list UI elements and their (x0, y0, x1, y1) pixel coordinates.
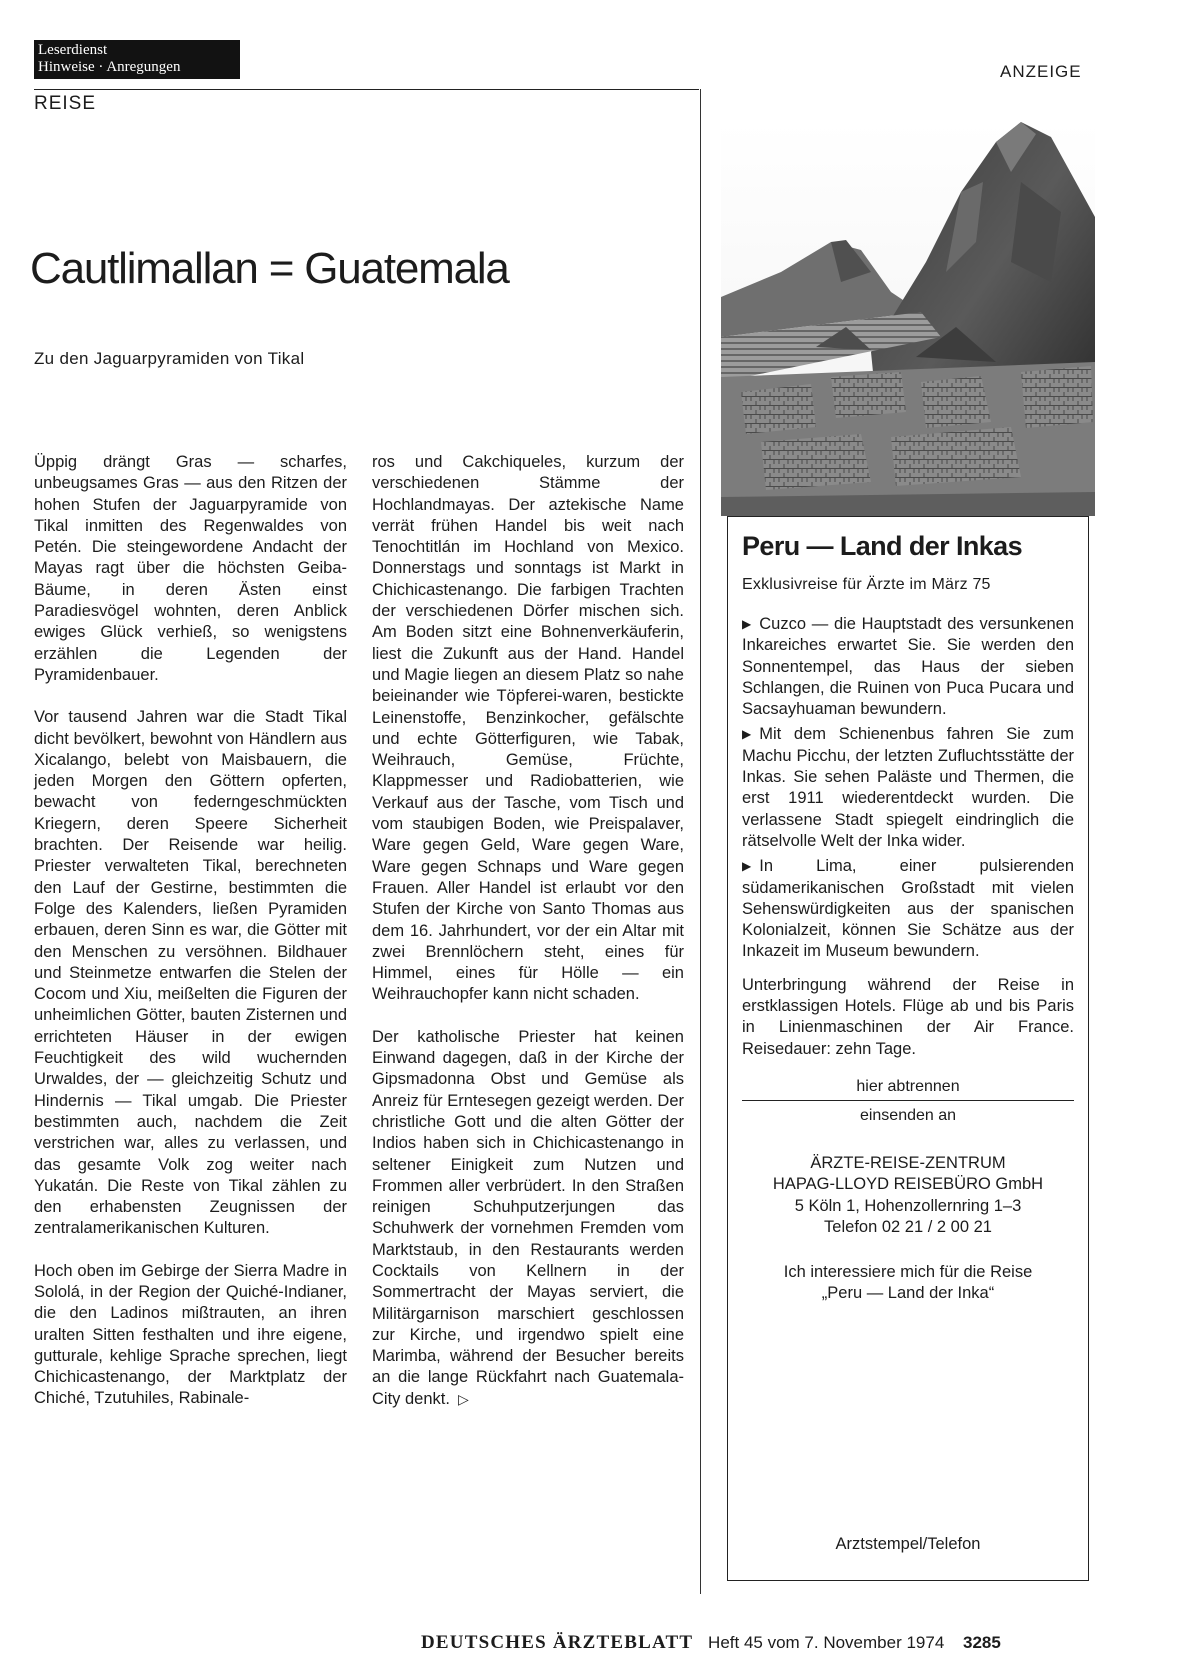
ad-marker: ANZEIGE (1000, 62, 1082, 81)
paragraph: Hoch oben im Gebirge der Sierra Madre in Sololá, in der Region der Quiché-Indianer, die den Ladinos mißtrauten, an ihren uralten Sitten festhalten und ihre eigene, gutturale, kehlige Sprache sprechen, liegt Chichicastenango, der Marktplatz der Chiché, Tzutuhiles, Rabinale- (34, 1261, 347, 1408)
page-number: 3285 (963, 1633, 1001, 1652)
stamp-field-label: Arztstempel/Telefon (835, 1535, 981, 1553)
paragraph-text: Der katholische Priester hat keinen Einwand dagegen, daß in der Kirche der Gipsmadonna Obst und Gemüse als Anreiz für Erntesegen gezeigt werden. Der christliche Gott und die alten Götter der Indios haben sich in Chichicastenango in seltener Einigkeit zum Nutzen und Frommen aller verbrüdert. In den Straßen reinigen Schuhputzerjungen das Schuhwerk der vornehmen Fremden vom Marktstaub, in den Restaurants werden Cocktails von Kellnern in der Sommertracht der Mayas serviert, die Militärgarnison marschiert geschlossen zur Kirche, und irgendwo spielt eine Marimba, während der Besucher bereits an die lange Rückfahrt nach Guatemala-City denkt. (372, 1027, 684, 1408)
ad-title: Peru — Land der Inkas (742, 531, 1022, 561)
machu-picchu-photo (721, 122, 1095, 516)
ad-item-text: Mit dem Schienenbus fahren Sie zum Machu Picchu, der letzten Zufluchtsstätte der Inkas. Sie sehen Paläste und Thermen, die erst 1911 wiederentdeckt wurden. Die verlassene Stadt spiegelt eindringlich die rätselvolle Welt der Inka wider. (742, 725, 1074, 850)
badge-line-2: Hinweise · Anregungen (38, 59, 181, 75)
issue-info: Heft 45 vom 7. November 1974 (708, 1633, 945, 1652)
send-to-label: einsenden an (859, 1106, 957, 1124)
continue-arrow-icon: ▷ (457, 1390, 469, 1407)
article-column-2 (372, 452, 684, 1431)
section-label: REISE (34, 93, 97, 114)
interest-line-1: Ich interessiere mich für die Reise (783, 1263, 1033, 1282)
paragraph: ros und Cakchiqueles, kurzum der verschiedenen Stämme der Hochlandmayas. Der aztekische Name verrät frühen Handel bis weit nach Tenochtitlán im Hochland von Mexico. Donnerstags und sonntags ist Markt in Chichicastenango. Die farbigen Trachten der verschiedenen Dörfer mischen sich. Am Boden sitzt eine Bohnenverkäuferin, liest die Zukunft aus der Hand. Handel und Magie liegen an diesem Platz so nahe beieinander wie Töpferei-waren, bestickte Leinenstoffe, Benzinkocher, gefälschte und echte Götterfiguren, wie Tabak, Weihrauch, Gemüse, Früchte, Klappmesser und Radiobatterien, wie Verkauf aus der Tasche, vom Tisch und vom staubigen Boden, wie Preispalaver, Ware gegen Geld, Ware gegen Ware, Ware gegen Schnaps und Ware gegen Frauen. Aller Handel ist erlaubt vor den Stufen der Kirche von Santo Thomas aus dem 16. Jahrhundert, vor der ein Altar mit zwei Brennlöchern steht, eines für Himmel, eines für Hölle — ein Weihrauchopfer kann nicht schaden. (372, 453, 684, 1004)
cut-line-label: hier abtrennen (742, 1078, 1074, 1101)
article-column-1 (34, 452, 347, 1431)
badge-line-1: Leserdienst (38, 42, 108, 58)
paragraph: Vor tausend Jahren war die Stadt Tikal dicht bevölkert, bewohnt von Händlern aus Xicalango, belebt von Maisbauern, die jeden Morgen den Göttern opferten, bewacht von federngeschmückten Kriegern, deren Speere Sicherheit brachten. Der Reisende war heilig. Priester verwalteten Tikal, berechneten den Lauf der Gestirne, bestimmten die Folge des Kalenders, ließen Pyramiden erbauen, deren Sinn es war, die Götter mit den Menschen zu versöhnen. Bildhauer und Steinmetze entwarfen die Stelen der Cocom und Xiu, meißelten die Figuren der unheimlichen Götter, bauten Zisternen und errichteten Häuser in der ewigen Feuchtigkeit des wild wuchernden Urwaldes, der — gleichzeitig Schutz und Hindernis — Tikal umgab. Die Priester bestimmten auch, nachdem die Zeit verstrichen war, alles zu verlassen, und das gesamte Volk zog weiter nach Yukatán. Die Reste von Tikal zählen zu den erhabensten Zeugnissen der zentralamerikanischen Kulturen. (34, 708, 347, 1238)
triangle-bullet-icon: ▶ (742, 727, 752, 742)
interest-line-2: „Peru — Land der Inka“ (821, 1284, 995, 1303)
ad-subtitle: Exklusivreise für Ärzte im März 75 (742, 576, 991, 593)
address-line-3: 5 Köln 1, Hohenzollernring 1–3 (794, 1196, 1022, 1215)
section-rule (34, 89, 699, 90)
page-footer (421, 1632, 1001, 1654)
advertisement-box (727, 516, 1089, 1581)
address-line-1: ÄRZTE-REISE-ZENTRUM (810, 1153, 1006, 1172)
ad-accommodation: Unterbringung während der Reise in erstklassigen Hotels. Flüge ab und bis Paris in Linienmaschinen der Air France. Reisedauer: zehn Tage. (742, 975, 1074, 1058)
address-line-4: Telefon 02 21 / 2 00 21 (824, 1217, 992, 1236)
magazine-name: DEUTSCHES ÄRZTEBLATT (421, 1632, 694, 1653)
column-divider (700, 89, 701, 1594)
interest-statement (742, 1262, 1074, 1305)
ad-item (742, 614, 1074, 720)
ad-item (742, 856, 1074, 962)
address-line-2: HAPAG-LLOYD REISEBÜRO GmbH (772, 1175, 1044, 1194)
article-title: Cautlimallan = Guatemala (30, 244, 509, 293)
address-block (742, 1153, 1074, 1238)
paragraph (372, 1027, 684, 1410)
ad-item (742, 724, 1074, 852)
triangle-bullet-icon: ▶ (742, 617, 752, 631)
article-subtitle: Zu den Jaguarpyramiden von Tikal (34, 349, 305, 368)
leserdienst-badge (34, 40, 240, 79)
ad-item-text: Cuzco — die Hauptstadt des versunkenen Inkareiches erwartet Sie. Sie werden den Sonnentempel, das Haus der sieben Schlangen, die Ruinen von Puca Pucara und Sacsayhuaman bewundern. (742, 615, 1074, 719)
ad-item-text: In Lima, einer pulsierenden südamerikanischen Großstadt mit vielen Sehenswürdigkeiten aus der spanischen Kolonialzeit, können Sie Schätze aus der Inkazeit im Museum bewundern. (742, 857, 1074, 961)
triangle-bullet-icon: ▶ (742, 859, 752, 874)
paragraph: Üppig drängt Gras — scharfes, unbeugsames Gras — aus den Ritzen der hohen Stufen der Jaguarpyramide von Tikal inmitten des Regenwaldes von Petén. Die steingewordene Andacht der Mayas ragt über die höchsten Geiba-Bäume, in deren Ästen einst Paradiesvögel wohnten, deren Anblick ewiges Glück verhieß, so wenigstens erzählen die Legenden der Pyramidenbauer. (34, 453, 347, 684)
